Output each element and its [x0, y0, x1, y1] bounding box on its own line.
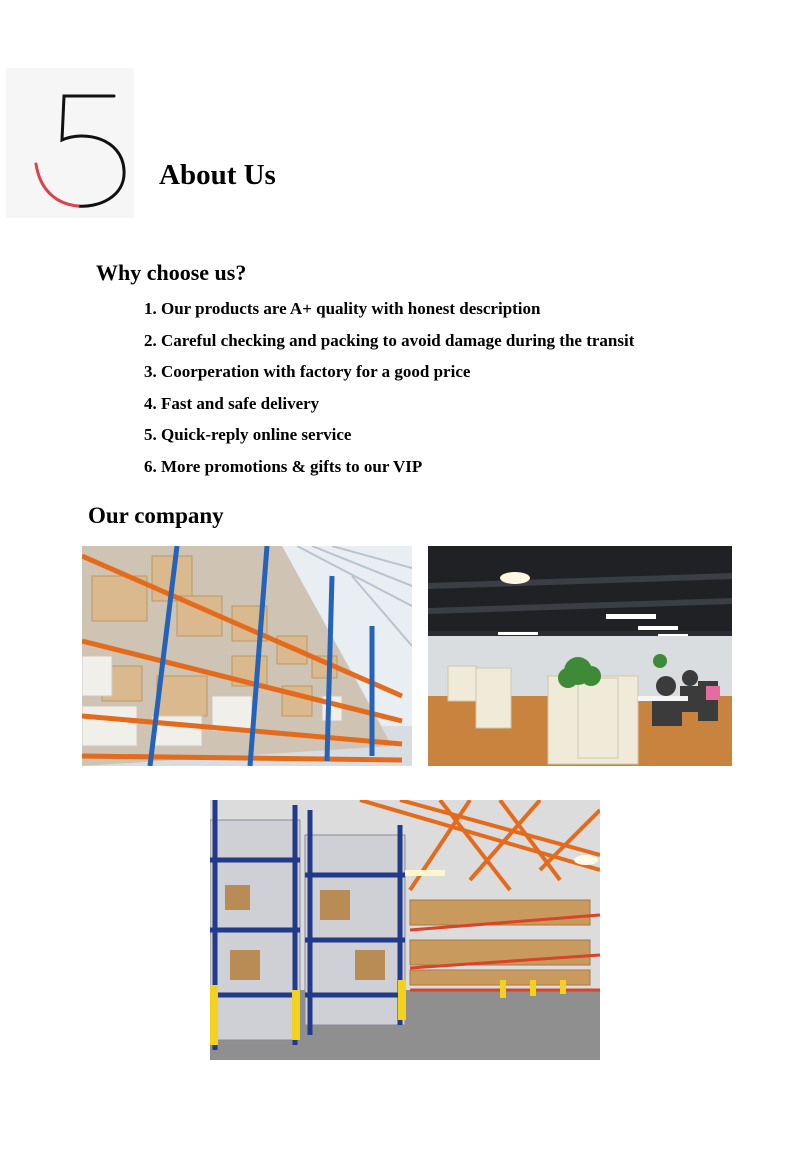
list-item: 4. Fast and safe delivery	[144, 393, 320, 413]
section-number-five-icon	[6, 68, 134, 218]
our-company-heading: Our company	[88, 503, 224, 528]
office-photo	[428, 546, 732, 766]
list-item: 6. More promotions & gifts to our VIP	[144, 456, 423, 476]
section-number-logo	[6, 68, 134, 218]
list-item: 3. Coorperation with factory for a good price	[144, 362, 471, 381]
list-item: 1. Our products are A+ quality with honest description	[144, 299, 541, 318]
why-choose-us-heading: Why choose us?	[96, 260, 247, 285]
mobile-racking-photo	[210, 800, 600, 1060]
reasons-list	[144, 293, 634, 482]
warehouse-shelves-photo	[82, 546, 412, 766]
page-title: About Us	[159, 159, 276, 191]
list-item: 2. Careful checking and packing to avoid damage during the transit	[144, 330, 635, 350]
list-item: 5. Quick-reply online service	[144, 425, 352, 444]
